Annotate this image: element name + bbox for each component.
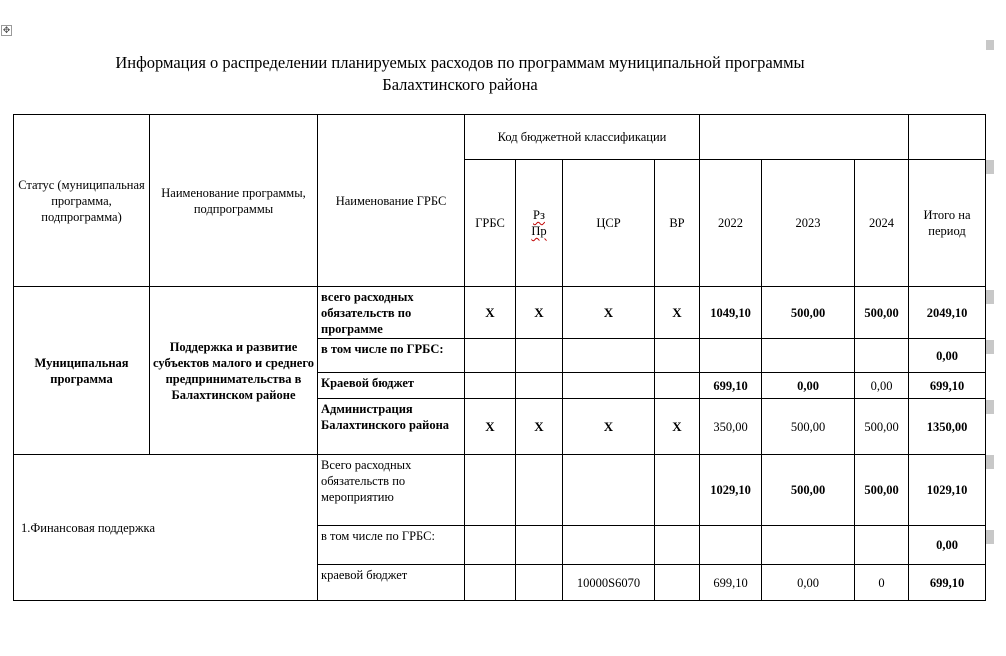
row-2023: 500,00 [762, 287, 855, 339]
edge-mark [986, 340, 994, 354]
row-grbs [465, 373, 516, 399]
header-grbs: ГРБС [465, 160, 516, 287]
row-rzpr [516, 526, 563, 565]
header-rzpr [516, 160, 563, 287]
budget-table [13, 114, 986, 601]
title-line-2: Балахтинского района [382, 75, 538, 94]
row-2022: 1049,10 [700, 287, 762, 339]
edge-mark [986, 530, 994, 544]
row-vr [655, 373, 700, 399]
header-empty-total [909, 115, 986, 160]
row-total: 0,00 [909, 526, 986, 565]
row-csr: Х [563, 287, 655, 339]
row-2024: 0 [855, 565, 909, 601]
row-2023: 500,00 [762, 399, 855, 455]
row-grbs-name: всего расходных обязательств по программе [318, 287, 465, 339]
table-row [14, 287, 986, 339]
row-2024: 0,00 [855, 373, 909, 399]
header-empty-years [700, 115, 909, 160]
title-line-1: Информация о распределении планируемых расходов по программам муниципальной программы [115, 53, 805, 72]
header-2024: 2024 [855, 160, 909, 287]
row-grbs-name: Администрация Балахтинского района [318, 399, 465, 455]
row-total: 699,10 [909, 565, 986, 601]
row-csr [563, 339, 655, 373]
row-grbs [465, 526, 516, 565]
measure-name: 1.Финансовая поддержка [14, 455, 318, 601]
edge-mark [986, 40, 994, 50]
header-vr: ВР [655, 160, 700, 287]
row-csr [563, 455, 655, 526]
row-2024 [855, 339, 909, 373]
row-2023 [762, 526, 855, 565]
row-2023 [762, 339, 855, 373]
row-total: 1350,00 [909, 399, 986, 455]
row-total: 0,00 [909, 339, 986, 373]
row-2022: 1029,10 [700, 455, 762, 526]
header-rz: Рз [533, 208, 545, 222]
row-2022: 350,00 [700, 399, 762, 455]
header-row-1 [14, 115, 986, 160]
row-grbs-name: в том числе по ГРБС: [318, 339, 465, 373]
header-code: Код бюджетной классификации [465, 115, 700, 160]
row-rzpr: Х [516, 399, 563, 455]
program-name-text: Поддержка и развитие субъектов малого и среднего предпринимательства в Балахтинском районе [153, 339, 314, 402]
row-csr [563, 526, 655, 565]
row-total: 699,10 [909, 373, 986, 399]
row-2023: 0,00 [762, 565, 855, 601]
row-grbs-name: Всего расходных обязательств по мероприятию [318, 455, 465, 526]
row-grbs-name: Краевой бюджет [318, 373, 465, 399]
header-2022: 2022 [700, 160, 762, 287]
row-csr [563, 373, 655, 399]
row-total: 1029,10 [909, 455, 986, 526]
row-total: 2049,10 [909, 287, 986, 339]
move-arrows-icon[interactable]: ✥ [2, 26, 11, 36]
row-vr [655, 526, 700, 565]
header-pr: Пр [531, 224, 547, 238]
header-name: Наименование программы, подпрограммы [150, 115, 318, 287]
row-csr: Х [563, 399, 655, 455]
row-vr: Х [655, 399, 700, 455]
row-2022 [700, 339, 762, 373]
row-vr: Х [655, 287, 700, 339]
row-grbs [465, 455, 516, 526]
program-name [150, 287, 318, 455]
row-2022: 699,10 [700, 373, 762, 399]
document-title [40, 52, 880, 96]
row-rzpr [516, 339, 563, 373]
row-grbs-name: в том числе по ГРБС: [318, 526, 465, 565]
row-rzpr: Х [516, 287, 563, 339]
row-grbs [465, 565, 516, 601]
header-csr: ЦСР [563, 160, 655, 287]
table-row [14, 455, 986, 526]
row-vr [655, 339, 700, 373]
row-2023: 500,00 [762, 455, 855, 526]
row-vr [655, 455, 700, 526]
row-2024 [855, 526, 909, 565]
header-status: Статус (муниципальная программа, подпрограмма) [14, 115, 150, 287]
row-2024: 500,00 [855, 455, 909, 526]
header-2023: 2023 [762, 160, 855, 287]
row-grbs-name: краевой бюджет [318, 565, 465, 601]
row-vr [655, 565, 700, 601]
row-csr: 10000S6070 [563, 565, 655, 601]
row-grbs: Х [465, 399, 516, 455]
edge-mark [986, 400, 994, 414]
edge-mark [986, 455, 994, 469]
row-2024: 500,00 [855, 399, 909, 455]
row-2023: 0,00 [762, 373, 855, 399]
edge-mark [986, 160, 994, 174]
row-2022 [700, 526, 762, 565]
program-status: Муниципальная программа [14, 287, 150, 455]
header-total: Итого на период [909, 160, 986, 287]
row-grbs [465, 339, 516, 373]
row-grbs: Х [465, 287, 516, 339]
row-2022: 699,10 [700, 565, 762, 601]
row-rzpr [516, 565, 563, 601]
row-rzpr [516, 455, 563, 526]
row-rzpr [516, 373, 563, 399]
header-grbs-name: Наименование ГРБС [318, 115, 465, 287]
row-2024: 500,00 [855, 287, 909, 339]
edge-mark [986, 290, 994, 304]
